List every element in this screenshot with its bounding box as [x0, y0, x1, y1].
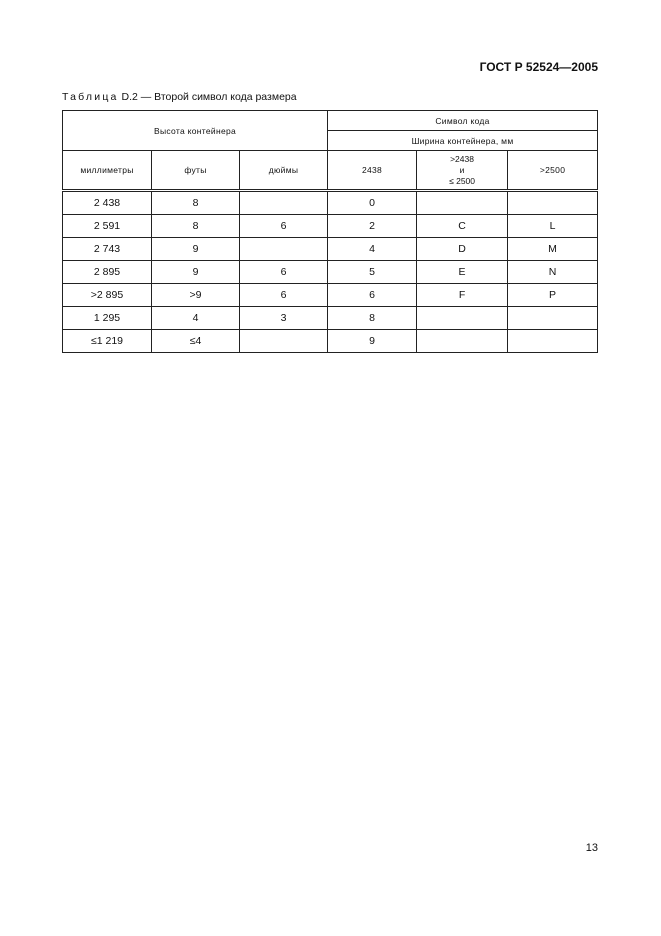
table-cell-ft: 9: [152, 261, 240, 284]
table-cell-in: 6: [240, 215, 328, 238]
table-cell-ft: 9: [152, 238, 240, 261]
table-caption: [62, 91, 297, 103]
header-inches: дюймы: [240, 151, 328, 191]
page-number: 13: [585, 842, 598, 854]
table-cell-c1: 5: [328, 261, 417, 284]
table-body: [63, 191, 598, 353]
table-cell-c3: L: [508, 215, 598, 238]
table-row: [63, 307, 598, 330]
table-caption-label: Таблица: [62, 91, 119, 103]
table-cell-ft: ≤4: [152, 330, 240, 353]
table-cell-in: [240, 191, 328, 215]
table-cell-mm: 1 295: [63, 307, 152, 330]
table-cell-c3: [508, 191, 598, 215]
table-row: [63, 215, 598, 238]
table-cell-c3: P: [508, 284, 598, 307]
table-cell-c2: [417, 191, 508, 215]
table-cell-ft: >9: [152, 284, 240, 307]
table-cell-mm: 2 591: [63, 215, 152, 238]
table-cell-c1: 2: [328, 215, 417, 238]
table-cell-mm: 2 438: [63, 191, 152, 215]
header-width-2438: 2438: [328, 151, 417, 191]
table-cell-c2: [417, 330, 508, 353]
size-code-table: [62, 110, 598, 353]
table-cell-in: 6: [240, 284, 328, 307]
header-container-height: Высота контейнера: [63, 111, 328, 151]
table-cell-mm: 2 895: [63, 261, 152, 284]
table-cell-mm: >2 895: [63, 284, 152, 307]
table-cell-c2: E: [417, 261, 508, 284]
table-cell-c2: F: [417, 284, 508, 307]
document-standard-code: ГОСТ Р 52524—2005: [479, 60, 598, 74]
table-cell-c3: N: [508, 261, 598, 284]
table-cell-c3: M: [508, 238, 598, 261]
table-caption-title: D.2 — Второй символ кода размера: [121, 91, 297, 103]
table-row: [63, 238, 598, 261]
header-container-width: Ширина контейнера, мм: [328, 131, 598, 151]
table-cell-c2: D: [417, 238, 508, 261]
table-cell-c1: 8: [328, 307, 417, 330]
table-cell-in: 6: [240, 261, 328, 284]
table-cell-in: [240, 238, 328, 261]
table-cell-in: [240, 330, 328, 353]
header-code-symbol: Символ кода: [328, 111, 598, 131]
table-cell-c3: [508, 307, 598, 330]
table-cell-c1: 9: [328, 330, 417, 353]
table-cell-in: 3: [240, 307, 328, 330]
header-width-range-low: >2438: [450, 153, 474, 164]
table-cell-c1: 4: [328, 238, 417, 261]
table-cell-ft: 4: [152, 307, 240, 330]
table-cell-c2: [417, 307, 508, 330]
table-cell-c3: [508, 330, 598, 353]
table-row: [63, 284, 598, 307]
header-width-range-and: и: [459, 164, 465, 175]
header-width-range-high: ≤ 2500: [449, 175, 475, 186]
table-row: [63, 191, 598, 215]
table-cell-c1: 0: [328, 191, 417, 215]
table-row: [63, 261, 598, 284]
header-width-2438-2500: [417, 151, 508, 191]
header-feet: футы: [152, 151, 240, 191]
table-cell-mm: 2 743: [63, 238, 152, 261]
table-cell-ft: 8: [152, 215, 240, 238]
table-cell-c1: 6: [328, 284, 417, 307]
table-cell-ft: 8: [152, 191, 240, 215]
header-millimeters: миллиметры: [63, 151, 152, 191]
table-cell-c2: C: [417, 215, 508, 238]
table-row: [63, 330, 598, 353]
header-width-over-2500: >2500: [508, 151, 598, 191]
table-cell-mm: ≤1 219: [63, 330, 152, 353]
